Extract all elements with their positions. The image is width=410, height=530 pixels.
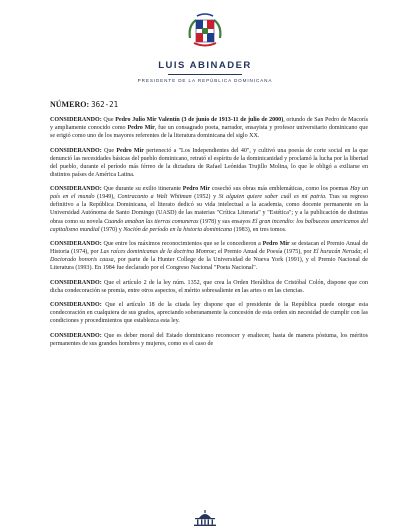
italic-title: El huracán Neruda [313,249,361,256]
paragraph-text: Que es deber moral del Estado dominicano reconocer y enaltecer, hasta de manera póstuma, los méritos permanentes de sus grandes hombres y mujeres, como es el caso de [50,333,368,348]
considerando-paragraph [50,116,368,140]
national-palace-icon [190,510,220,526]
paragraph-text: ; el Premio Anual de Poesía (1975), por [214,249,314,256]
president-title: PRESIDENTE DE LA REPÚBLICA DOMINICANA [137,78,273,83]
italic-title: Cuando amaban las tierras comuneras [104,218,199,225]
considerando-label: CONSIDERANDO: [50,302,102,309]
paragraph-text: se destacan el Premio Anual de Historia (1974), por [50,241,369,256]
paragraph-text: (1952) y [191,194,219,201]
bold-text: Pedro Mir [127,125,155,132]
italic-title: Las raíces dominicanas de la doctrina Monroe [100,249,215,256]
considerando-paragraph [50,279,368,295]
italic-title: Hay un país en el mundo [50,186,368,201]
italic-title: Si alguien quiere saber cuál es mi patria. [218,194,327,201]
considerando-label: CONSIDERANDO: [50,279,102,286]
bold-text: Pedro Julio Mir Valentín (3 de junio de 1913-11 de julio de 2000) [115,117,284,123]
paragraph-text: , fue un consagrado poeta, narrador, ensayista y profesor universitario dominicano que se erigió como uno de los mayores referentes de la literatura dominicana del siglo XX. [50,125,368,140]
decree-number [50,100,118,109]
considerando-paragraph [50,185,368,233]
italic-title: El gran incendio: los balbuceos americanos del capitalismo mundial [50,218,369,233]
considerando-label: CONSIDERANDO: [50,333,102,340]
president-name: LUIS ABINADER [158,60,252,71]
considerando-label: CONSIDERANDO: [50,186,102,193]
paragraph-text: Que [101,117,116,123]
paragraph-text: (1970) y [99,226,124,233]
decree-number-label: NÚMERO: [50,100,90,109]
paragraph-text: Que durante su exilio itinerante [101,186,183,193]
coat-of-arms-icon [184,12,226,54]
paragraph-text: perteneció a "Los Independientes del 40", y cultivó una poesía de corte social en la que denunció las necesidades básicas del pueblo dominicano, retrató el espíritu de la dominicanidad y proclamó la lucha por la libertad del pueblo, durante el período más férreo de la dictadura de Rafael Leónidas Trujillo Molina, lo que le obligó a exiliarse en distintos países de América Latina. [50,147,368,178]
decree-body [50,116,368,355]
paragraph-text: (1978) y sus ensayos [198,218,253,225]
italic-title: Doctorado honoris causa [50,257,114,264]
decree-number-value: 362-21 [91,100,119,109]
considerando-paragraph [50,240,368,272]
paragraph-text: Que el artículo 18 de la citada ley dispone que el presidente de la República puede otorgar esta condecoración en cualquiera de sus grados, apreciando soberanamente la concesión de esta orden sin necesidad de cumplir con las condiciones y procedimientos que establezca esta ley. [50,302,368,325]
considerando-label: CONSIDERANDO: [50,241,102,248]
paragraph-text: , por parte de la Hunter College de la Universidad de Nueva York (1991), y el Premio Nacional de Literatura (1993). En 1984 fue declarado por el Congreso Nacional "Poeta Nacional". [50,257,368,272]
header-divider [168,74,242,75]
italic-title: Noción de período en la historia dominicana [123,226,233,233]
paragraph-text: Que el artículo 2 de la ley núm. 1352, que crea la Orden Heráldica de Cristóbal Colón, dispone que con dicha condecoración se premia, entre otros aspectos, el mérito sobresaliente en las artes o en las ciencias. [50,279,368,294]
paragraph-text: , oriundo de San Pedro de Macorís y ampliamente conocido como [50,117,368,132]
paragraph-text: (1983), en tres tomos. [232,226,287,233]
bold-text: Pedro Mir [116,147,144,154]
bold-text: Pedro Mir [262,241,290,248]
paragraph-text: Que entre los máximos reconocimientos que se le concedieron a [101,241,263,248]
considerando-paragraph [50,147,368,179]
paragraph-text: ; el [360,249,368,256]
considerando-label: CONSIDERANDO: [50,147,102,154]
considerando-paragraph [50,332,368,348]
paragraph-text: (1949), [94,194,118,201]
paragraph-text: cosechó sus obras más emblemáticas, como los poemas [210,186,351,193]
paragraph-text: Que [101,147,117,154]
italic-title: Contracanto a Walt Whitman [117,194,192,201]
considerando-label: CONSIDERANDO: [50,117,102,123]
considerando-paragraph [50,301,368,325]
bold-text: Pedro Mir [182,186,211,193]
paragraph-text: Tras su regreso definitivo a la República Dominicana, el literato dedicó su vida intelectual a la academia, como docente permanente en la Universidad Autónoma de Santo Domingo (UASD) de las materias "Crítica Literaria" y "Estética"; y a la publicación de distintas obras como su novela [50,194,369,225]
